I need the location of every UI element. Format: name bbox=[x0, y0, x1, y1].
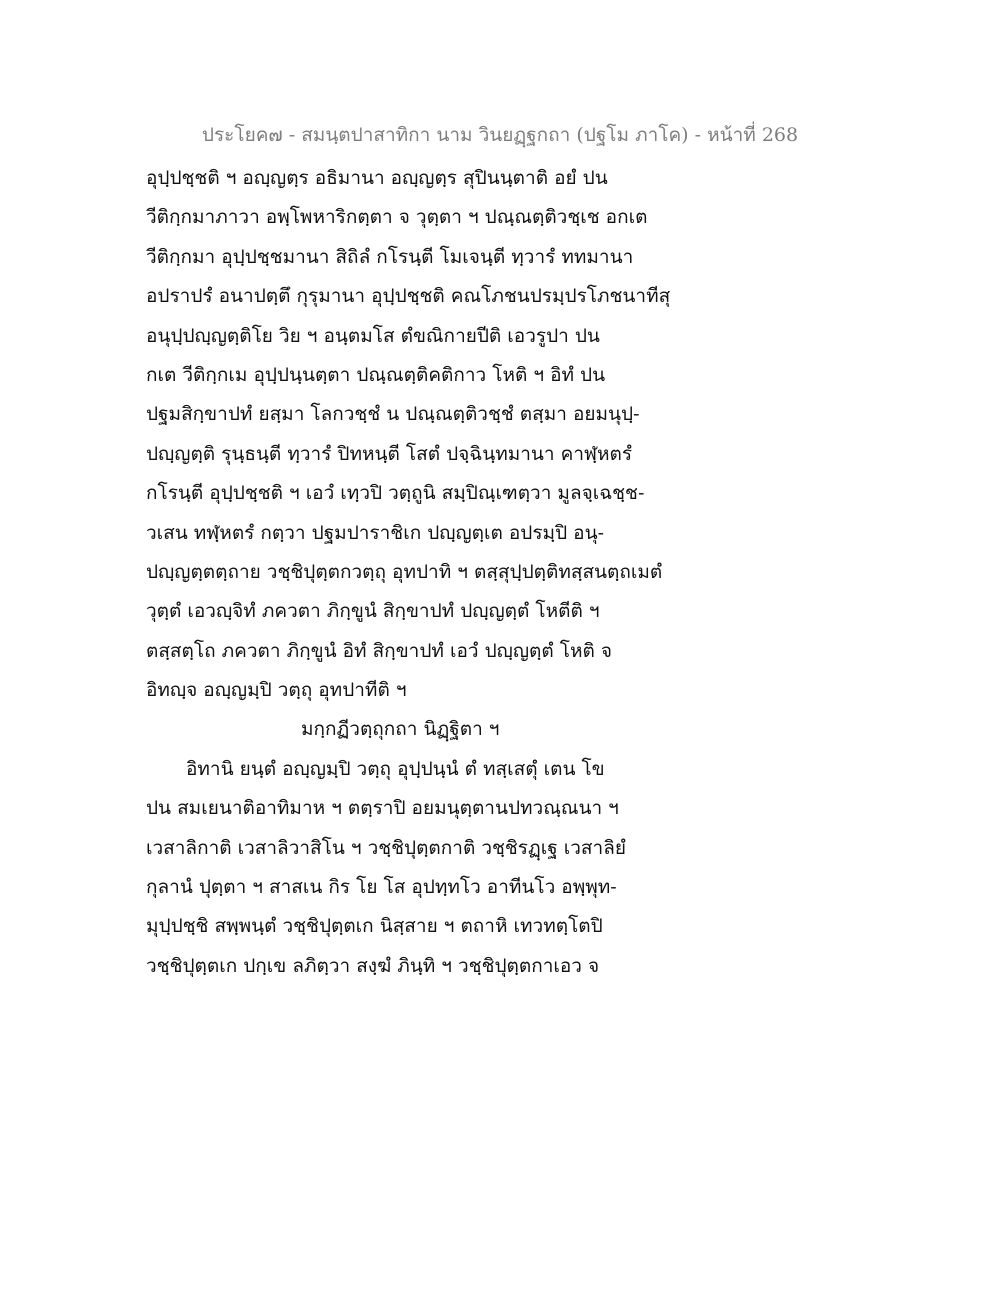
text-line-2: วีติกฺกมาภาวา อพฺโพหาริกตฺตา จ วุตฺตา ฯ ปณฺณตฺติวชฺเช อกเต bbox=[146, 206, 648, 229]
text-line-14: อิทญฺจ อญฺญมฺปิ วตฺถุ อุทปาทีติ ฯ bbox=[146, 679, 407, 702]
text-line-10: วเสน ทฬฺหตรํ กตฺวา ปฐมปาราชิเก ปญฺญตฺเต อปรมฺปิ อนุ- bbox=[146, 521, 605, 544]
text-line-6: กเต วีติกฺกเม อุปฺปนฺนตฺตา ปณฺณตฺติคติกาว โหติ ฯ อิทํ ปน bbox=[146, 363, 606, 386]
text-line-12: วุตฺตํ เอวญฺจิทํ ภควตา ภิกฺขูนํ สิกฺขาปทํ ปญฺญตฺตํ โหตีติ ฯ bbox=[146, 600, 600, 623]
text-line-11: ปญฺญตฺตตฺถาย วชฺชิปุตฺตกวตฺถุ อุทปาทิ ฯ ตสฺสุปฺปตฺติทสฺสนตฺถเมตํ bbox=[146, 560, 663, 583]
paragraph-first-line: อิทานิ ยนฺตํ อญฺญมฺปิ วตฺถุ อุปฺปนฺนํ ตํ ทสฺเสตุํ เตน โข bbox=[186, 757, 605, 780]
section-heading: มกฺกฏีวตฺถุกถา นิฏฺฐิตา ฯ bbox=[301, 718, 500, 741]
text-line-20: วชฺชิปุตฺตเก ปกฺเข ลภิตฺวา สงฺฆํ ภินฺทิ ฯ วชฺชิปุตฺตกาเอว จ bbox=[146, 954, 600, 977]
text-line-9: กโรนฺตี อุปฺปชฺชติ ฯ เอวํ เทฺวปิ วตฺถูนิ สมฺปิณฺเฑตฺวา มูลจฺเฉชฺช- bbox=[146, 482, 645, 505]
text-line-4: อปราปรํ อนาปตฺตึ กุรุมานา อุปฺปชฺชติ คณโภชนปรมฺปรโภชนาทีสุ bbox=[146, 285, 671, 308]
text-line-8: ปญฺญตฺติ รุนฺธนฺตี ทฺวารํ ปิทหนฺตี โสตํ ปจฺฉินฺทมานา คาฬฺหตรํ bbox=[146, 442, 633, 465]
page-header: ประโยค๗ - สมนฺตปาสาทิกา นาม วินยฏฺฐกถา (ปฐโม ภาโค) - หน้าที่ 268 bbox=[201, 124, 799, 146]
text-line-17: เวสาลิกาติ เวสาลิวาสิโน ฯ วชฺชิปุตฺตกาติ วชฺชิรฏฺเฐ เวสาลิยํ bbox=[146, 836, 626, 859]
text-line-5: อนุปฺปญฺญตฺติโย วิย ฯ อนฺตมโส ตํขณิกายปีติ เอวรูปา ปน bbox=[146, 324, 600, 347]
document-body bbox=[146, 159, 862, 986]
text-line-19: มุปฺปชฺชิ สพฺพนฺตํ วชฺชิปุตฺตเก นิสฺสาย ฯ ตถาหิ เทวทตฺโตปิ bbox=[146, 915, 603, 938]
text-line-13: ตสฺสตฺโถ ภควตา ภิกฺขูนํ อิทํ สิกฺขาปทํ เอวํ ปญฺญตฺตํ โหติ จ bbox=[146, 639, 612, 662]
text-line-16: ปน สมเยนาติอาทิมาห ฯ ตตฺราปิ อยมนุตฺตานปทวณฺณนา ฯ bbox=[146, 797, 619, 820]
text-line-18: กุลานํ ปุตฺตา ฯ สาสเน กิร โย โส อุปทฺทโว อาทีนโว อพฺพุท- bbox=[146, 876, 617, 899]
text-line-3: วีติกฺกมา อุปฺปชฺชมานา สิถิลํ กโรนฺตี โมเจนฺตี ทฺวารํ ททมานา bbox=[146, 245, 634, 268]
text-line-1: อุปฺปชฺชติ ฯ อญฺญตฺร อธิมานา อญฺญตฺร สุปินนฺตาติ อยํ ปน bbox=[146, 167, 608, 189]
text-line-7: ปฐมสิกฺขาปทํ ยสฺมา โลกวชฺชํ น ปณฺณตฺติวชฺชํ ตสฺมา อยมนุปฺ- bbox=[146, 403, 640, 426]
